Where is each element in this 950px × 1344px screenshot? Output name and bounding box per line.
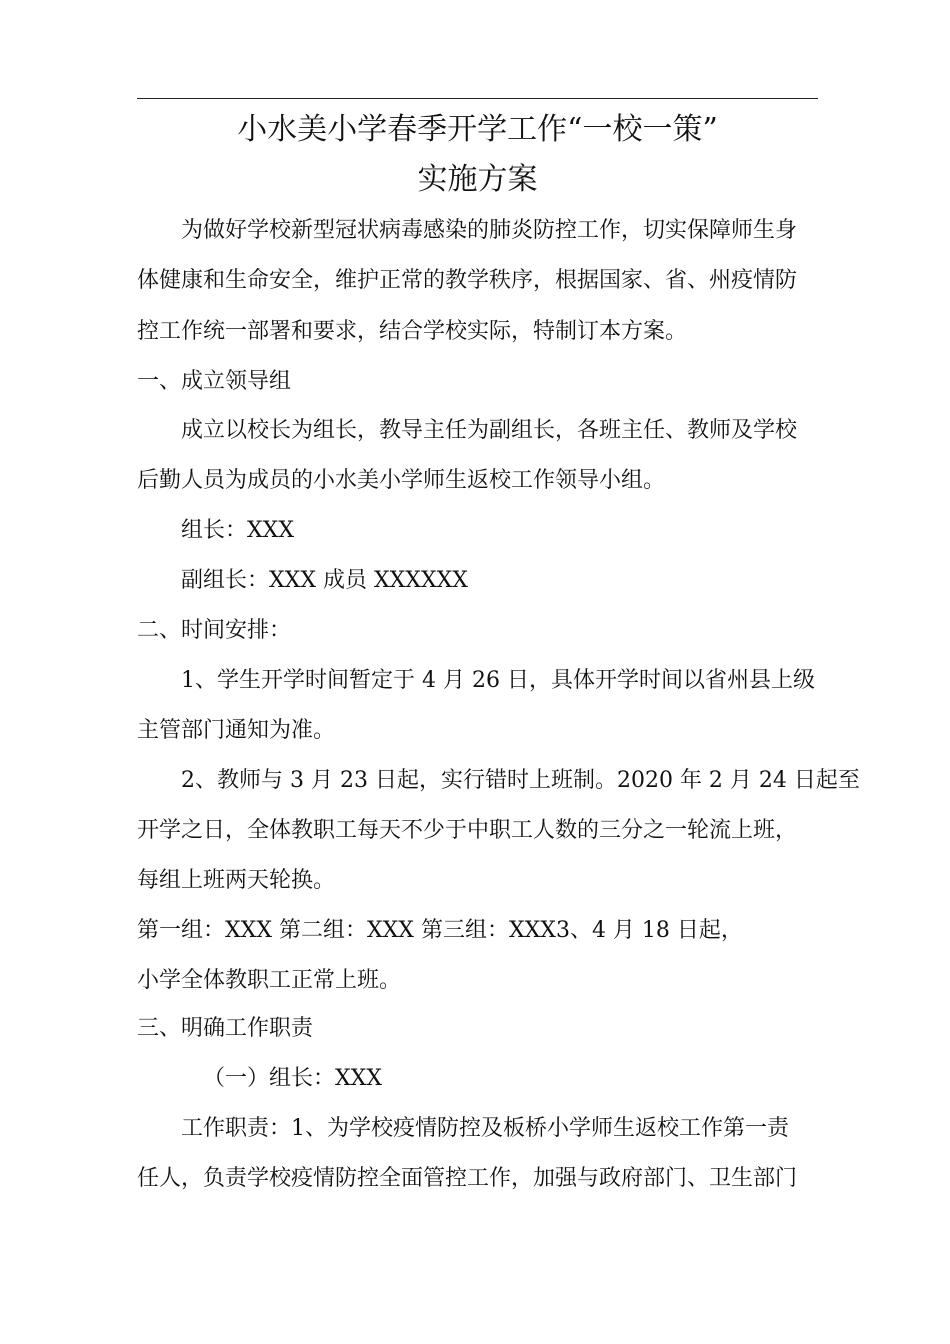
item-1-line-2: 主管部门通知为准。 [137, 718, 336, 743]
document-title: 小水美小学春季开学工作“一校一策” [237, 112, 718, 147]
leader-line: 组长：XXX [181, 518, 294, 543]
intro-line-3: 控工作统一部署和要求，结合学校实际，特制订本方案。 [137, 319, 688, 344]
section-3-heading: 三、明确工作职责 [137, 1016, 314, 1041]
section-1-para-line-2: 后勤人员为成员的小水美小学师生返校工作领导小组。 [137, 468, 666, 493]
sub-1-heading: （一）组长：XXX [203, 1066, 382, 1091]
deputy-line: 副组长：XXX 成员 XXXXXX [181, 568, 468, 593]
header-rule [137, 98, 818, 99]
all-staff-line: 小学全体教职工正常上班。 [137, 968, 402, 993]
intro-line-2: 体健康和生命安全，维护正常的教学秩序，根据国家、省、州疫情防 [137, 268, 798, 293]
item-2-line-3: 每组上班两天轮换。 [137, 868, 336, 893]
section-1-heading: 一、成立领导组 [137, 369, 292, 394]
duty-line-2: 任人，负责学校疫情防控全面管控工作，加强与政府部门、卫生部门 [137, 1166, 798, 1191]
item-2-line-1: 2、教师与 3 月 23 日起，实行错时上班制。2020 年 2 月 24 日起至 [181, 768, 860, 793]
item-1-line-1: 1、学生开学时间暂定于 4 月 26 日，具体开学时间以省州县上级 [181, 668, 815, 693]
intro-line-1: 为做好学校新型冠状病毒感染的肺炎防控工作，切实保障师生身 [181, 218, 798, 243]
item-2-line-2: 开学之日，全体教职工每天不少于中职工人数的三分之一轮流上班， [137, 818, 798, 843]
document-subtitle: 实施方案 [417, 162, 538, 197]
section-2-heading: 二、时间安排： [137, 618, 292, 643]
duty-line-1: 工作职责：1、为学校疫情防控及板桥小学师生返校工作第一责 [181, 1116, 789, 1141]
groups-line: 第一组：XXX 第二组：XXX 第三组：XXX3、4 月 18 日起， [137, 918, 743, 943]
section-1-para-line-1: 成立以校长为组长，教导主任为副组长，各班主任、教师及学校 [181, 418, 798, 443]
